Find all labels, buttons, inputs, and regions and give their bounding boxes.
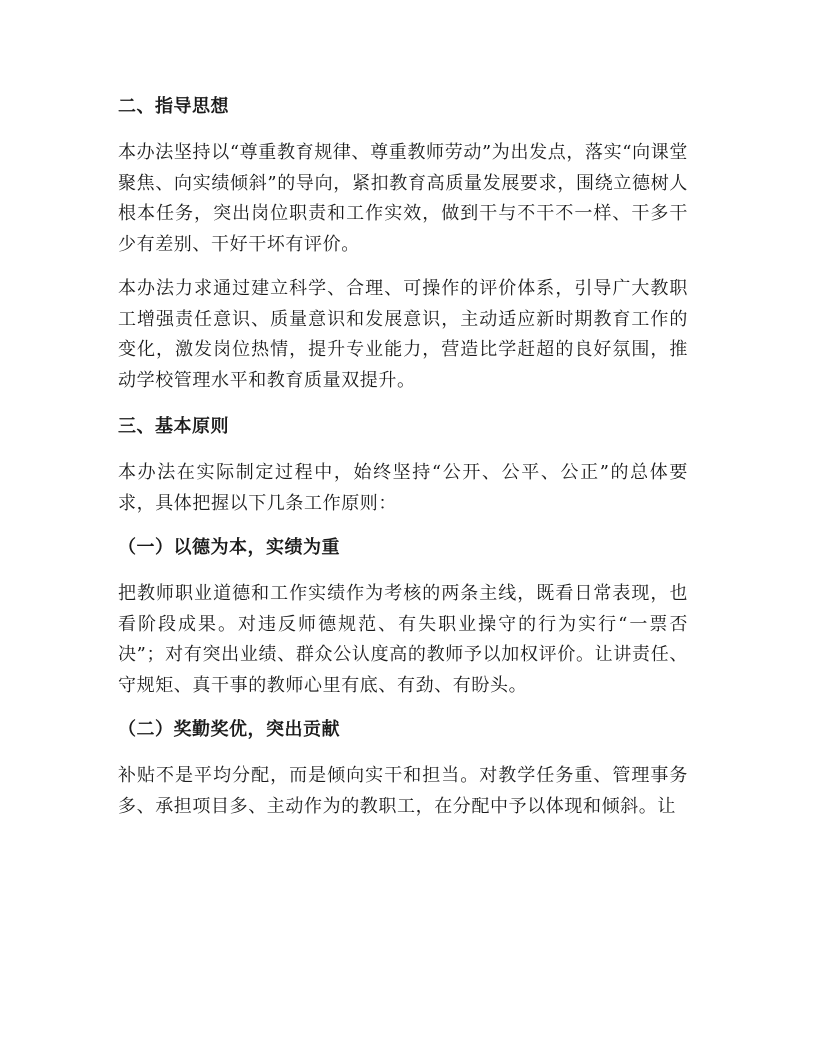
paragraph-guiding-1: 本办法坚持以“尊重教育规律、尊重教师劳动”为出发点，落实“向课堂聚焦、向实绩倾斜”的导向，紧扣教育高质量发展要求，围绕立德树人根本任务，突出岗位职责和工作实效，做到干与不干不一样、干多干少有差别、干好干坏有评价。 [118, 142, 688, 255]
subheading-reward-diligence: （二）奖勤奖优，突出贡献 [118, 719, 340, 740]
paragraph-morality-first: 把教师职业道德和工作实绩作为考核的两条主线，既看日常表现，也看阶段成果。对违反师德规范、有失职业操守的行为实行“一票否决”；对有突出业绩、群众公认度高的教师予以加权评价。让讲责任、守规矩、真干事的教师心里有底、有劲、有盼头。 [118, 583, 688, 696]
paragraph-reward-diligence: 补贴不是平均分配，而是倾向实干和担当。对教学任务重、管理事务多、承担项目多、主动作为的教职工，在分配中予以体现和倾斜。让 [118, 765, 688, 817]
paragraph-guiding-2: 本办法力求通过建立科学、合理、可操作的评价体系，引导广大教职工增强责任意识、质量意识和发展意识，主动适应新时期教育工作的变化，激发岗位热情，提升专业能力，营造比学赶超的良好氛围，推动学校管理水平和教育质量双提升。 [118, 278, 688, 391]
section-heading-basic-principles: 三、基本原则 [118, 416, 229, 437]
document-page [118, 92, 688, 822]
paragraph-principles-intro: 本办法在实际制定过程中，始终坚持“公开、公平、公正”的总体要求，具体把握以下几条工作原则： [118, 462, 688, 514]
section-heading-guiding-ideology: 二、指导思想 [118, 96, 229, 117]
subheading-morality-first: （一）以德为本，实绩为重 [118, 537, 340, 558]
